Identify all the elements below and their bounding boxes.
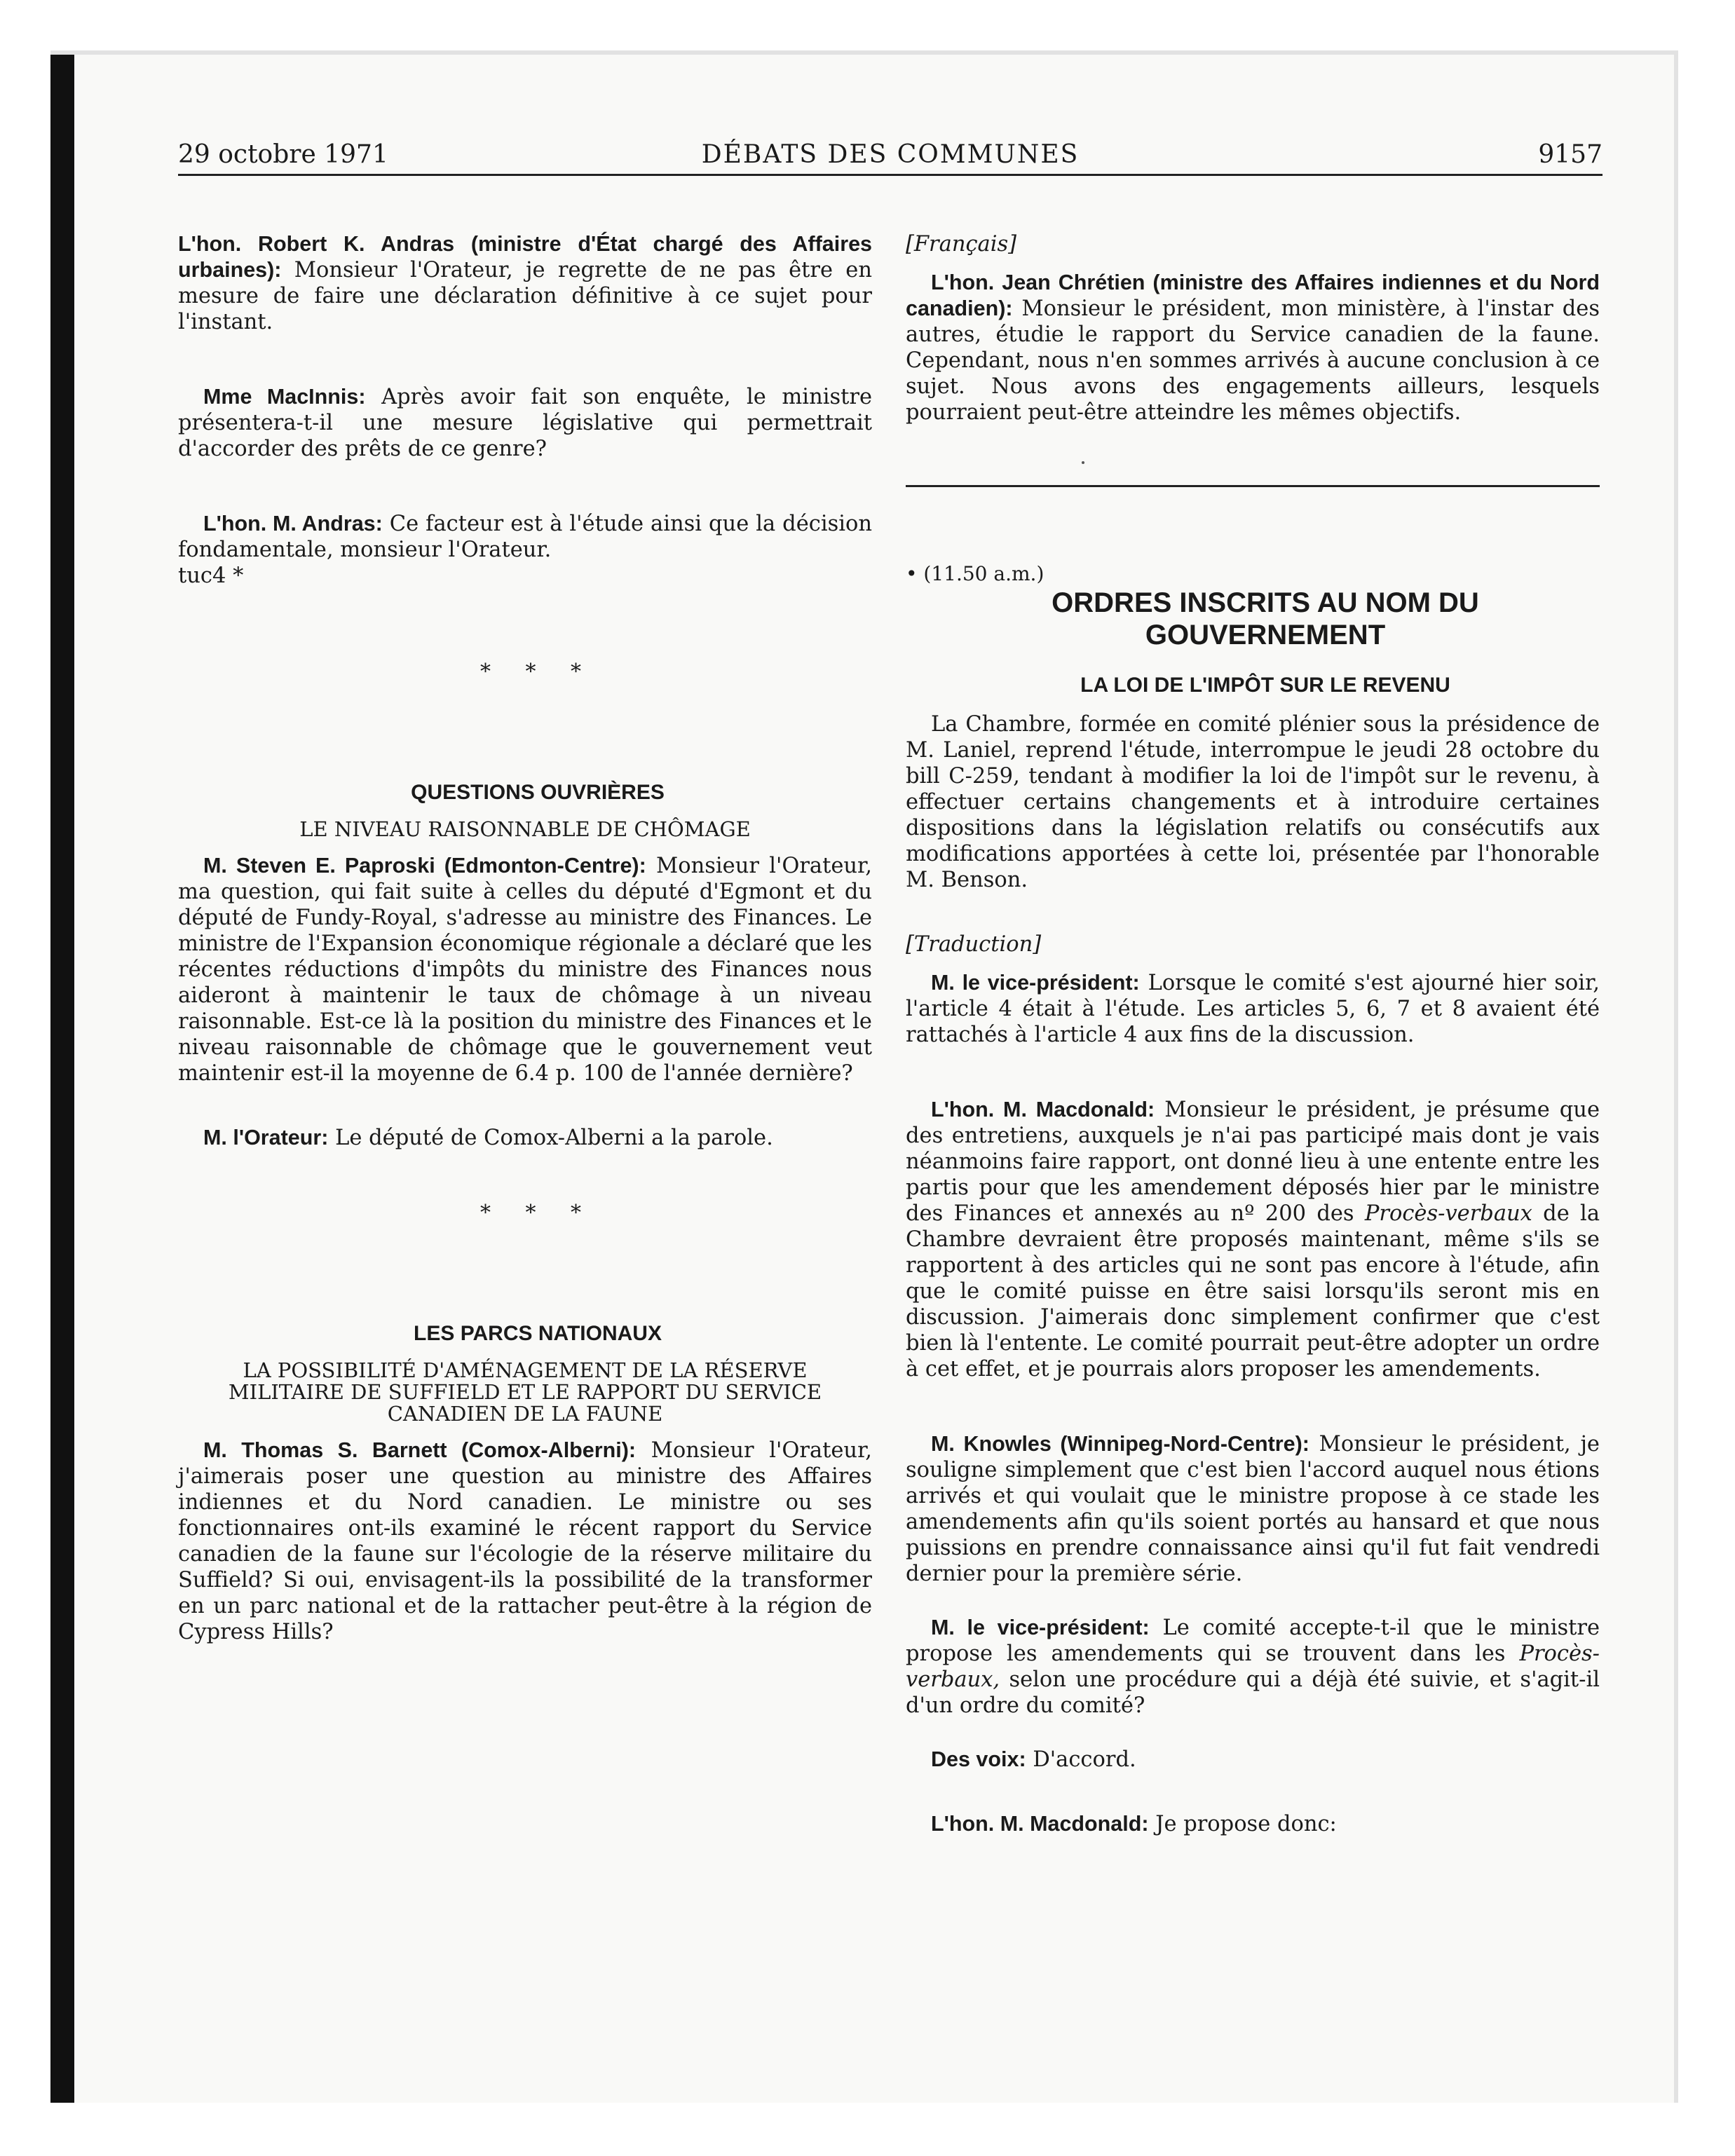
speaker-name: M. Thomas S. Barnett (Comox-Alberni):	[203, 1438, 637, 1462]
speaker-name: M. Steven E. Paproski (Edmonton-Centre):	[203, 854, 646, 878]
left-column	[178, 231, 872, 1645]
committee-paragraph: La Chambre, formée en comité plénier sous la présidence de M. Laniel, reprend l'étude, interrompue le jeudi 28 octobre du bill C-259, tendant à modifier la loi de l'impôt sur le revenu, à effectuer certains changements et à introduire certaines dispositions dans la législation relatifs ou consécutifs aux modifications apportées à cette loi, présentée par l'honorable M. Benson.	[906, 712, 1600, 892]
speech-orateur	[178, 1125, 872, 1151]
speech-barnett	[178, 1438, 872, 1645]
italic-proces-verbaux: Procès-verbaux	[1364, 1201, 1532, 1226]
right-column	[906, 231, 1600, 1837]
speaker-name: L'hon. Jean Chrétien (ministre des Affaires indiennes et du Nord canadien):	[906, 271, 1600, 320]
speaker-name: M. le vice-président:	[931, 1616, 1150, 1639]
speech-andras-1	[178, 231, 872, 335]
speaker-name: L'hon. Robert K. Andras (ministre d'État chargé des Affaires urbaines):	[178, 232, 872, 282]
speech-text: Lorsque le comité s'est ajourné hier soir, l'article 4 était à l'étude. Les articles 5, 6, 7 et 8 avaient été rattachés à l'article 4 aux fins de la discussion.	[906, 971, 1600, 1047]
speech-text: de la Chambre devraient être proposés maintenant, même s'ils se rapportent à des articles qui ne sont pas encore à l'étude, afin que le comité puisse en être saisi lorsqu'ils seront mis en discussion. J'aimerais donc simplement confirmer que c'est bien là l'entente. Le comité pourrait peut-être adopter un ordre à cet effet, et je pourrais alors proposer les amendements.	[906, 1201, 1600, 1381]
speaker-name: M. Knowles (Winnipeg-Nord-Centre):	[931, 1432, 1309, 1456]
italic-proces-verbaux: Procès-verbaux,	[906, 1642, 1600, 1692]
section-separator: * * *	[479, 1201, 596, 1225]
speech-text: D'accord.	[1026, 1747, 1136, 1772]
speech-des-voix	[906, 1747, 1600, 1773]
speech-text: Le député de Comox-Alberni a la parole.	[328, 1126, 773, 1150]
subheading-chomage: LE NIVEAU RAISONNABLE DE CHÔMAGE	[299, 817, 751, 841]
scan-border-right	[1674, 50, 1678, 2103]
speech-text: Monsieur le président, je souligne simplement que c'est bien l'accord auquel nous étions arrivés et qui voulait que le ministre propose à ce stade les amendements afin qu'ils soient portés au hansard et que nous puissions en prendre connaissance ainsi qu'il fut fait vendredi dernier pour la première série.	[906, 1432, 1600, 1586]
speaker-name: L'hon. M. Andras:	[203, 512, 383, 535]
section-heading-parcs: LES PARCS NATIONAUX	[414, 1322, 662, 1345]
speech-text: Je propose donc:	[1148, 1812, 1337, 1836]
speech-text: Monsieur l'Orateur, je regrette de ne pas être en mesure de faire une déclaration définitive à ce sujet pour l'instant.	[178, 258, 872, 334]
language-tag-francais: [Français]	[906, 232, 1017, 257]
hansard-tag: tuc4 *	[178, 564, 244, 588]
print-speck	[1082, 461, 1084, 464]
section-heading-ordres-line2: GOUVERNEMENT	[1145, 620, 1386, 650]
header-date: 29 octobre 1971	[178, 140, 388, 169]
speaker-name: M. l'Orateur:	[203, 1126, 329, 1149]
speech-vice-president-1	[906, 970, 1600, 1048]
subheading-suffield-line3: CANADIEN DE LA FAUNE	[387, 1402, 663, 1426]
speech-paproski	[178, 853, 872, 1086]
speech-vice-president-2	[906, 1615, 1600, 1719]
subheading-suffield-line1: LA POSSIBILITÉ D'AMÉNAGEMENT DE LA RÉSERVE	[243, 1358, 808, 1382]
subheading-suffield-line2: MILITAIRE DE SUFFIELD ET LE RAPPORT DU SERVICE	[228, 1380, 822, 1404]
speech-text: Ce facteur est à l'étude ainsi que la décision fondamentale, monsieur l'Orateur.	[178, 512, 873, 562]
speech-macdonald-2	[906, 1811, 1600, 1837]
speaker-name: Mme MacInnis:	[203, 385, 366, 409]
speaker-name: Des voix:	[931, 1747, 1026, 1771]
speech-text: Le comité accepte-t-il que le ministre propose les amendements qui se trouvent dans les	[906, 1616, 1600, 1666]
scan-border-left	[50, 50, 74, 2103]
speech-andras-2	[178, 511, 872, 563]
speech-text: selon une procédure qui a déjà été suivie, et s'agit-il d'un ordre du comité?	[906, 1667, 1600, 1718]
subheading-loi-impot: LA LOI DE L'IMPÔT SUR LE REVENU	[1080, 674, 1450, 697]
header-page-number: 9157	[1538, 140, 1603, 169]
speech-text: Après avoir fait son enquête, le ministre présentera-t-il une mesure législative qui permettrait d'accorder des prêts de ce genre?	[178, 385, 873, 461]
speech-text: Monsieur l'Orateur, ma question, qui fait suite à celles du député d'Egmont et du député de Fundy-Royal, s'adresse au ministre des Finances. Le ministre de l'Expansion économique régionale a déclaré que les récentes réductions d'impôts du ministre des Finances nous aideront à maintenir le taux de chômage à un niveau raisonnable. Est-ce là la position du ministre des Finances et le niveau raisonnable de chômage que le gouvernement veut maintenir est-il la moyenne de 6.4 p. 100 de l'année dernière?	[178, 854, 872, 1086]
speech-text: Monsieur le président, je présume que des entretiens, auxquels je n'ai pas participé mais dont je vais néanmoins faire rapport, ont donné lieu à une entente entre les partis pour que les amendement déposés hier par le ministre des Finances et annexés au nº 200 des	[906, 1098, 1600, 1226]
section-separator: * * *	[479, 660, 596, 684]
speaker-name: L'hon. M. Macdonald:	[931, 1098, 1155, 1121]
page-header	[178, 140, 1603, 176]
header-title: DÉBATS DES COMMUNES	[701, 140, 1080, 169]
speech-knowles	[906, 1431, 1600, 1587]
speech-text: Monsieur l'Orateur, j'aimerais poser une question au ministre des Affaires indiennes et du Nord canadien. Le ministre ou ses fonctionnaires ont-ils examiné le récent rapport du Service canadien de la faune sur l'écologie de la réserve militaire du Suffield? Si oui, envisagent-ils la possibilité de la transformer en un parc national et de la rattacher peut-être à la région de Cypress Hills?	[178, 1438, 872, 1644]
time-marker: • (11.50 a.m.)	[906, 562, 1045, 585]
speaker-name: L'hon. M. Macdonald:	[931, 1812, 1149, 1836]
speaker-name: M. le vice-président:	[931, 971, 1140, 995]
section-heading-ordres-line1: ORDRES INSCRITS AU NOM DU	[1052, 587, 1479, 618]
section-heading-questions: QUESTIONS OUVRIÈRES	[411, 781, 665, 804]
speech-chretien	[906, 270, 1600, 425]
speech-macdonald-1	[906, 1097, 1600, 1382]
language-tag-traduction: [Traduction]	[906, 932, 1042, 957]
speech-macinnis	[178, 384, 872, 462]
speech-text: Monsieur le président, mon ministère, à l'instar des autres, étudie le rapport du Service canadien de la faune. Cependant, nous n'en sommes arrivés à aucune conclusion à ce sujet. Nous avons des engagements ailleurs, lesquels pourraient peut-être atteindre les mêmes objectifs.	[906, 296, 1600, 425]
